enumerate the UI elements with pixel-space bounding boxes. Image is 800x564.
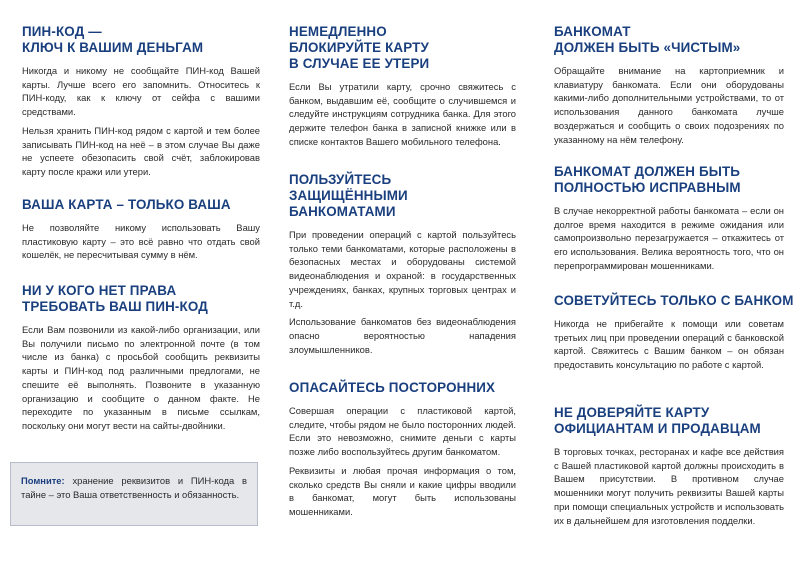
paragraph: В случае некорректной работы банкомата – если он долгое время находится в режиме ожидания или самопроизвольно перезагружается – откажитесь от его использования. Велика вероятность того, что он перепрограммирован мошенниками. <box>554 205 784 271</box>
section-atm-must-work <box>554 164 784 278</box>
paragraph: Никогда не прибегайте к помощи или советам третьих лиц при проведении операций с банковской картой. Свяжитесь с Вашим банком – он обязан предоставить консультацию по работе с картой. <box>554 318 784 371</box>
paragraph: Обращайте внимание на картоприемник и клавиатуру банкомата. Если они оборудованы какими-либо дополнительными устройствами, то от использования данного банкомата лучше воздержаться и сообщить о своих подозрениях по указанному на нём телефону. <box>554 65 784 145</box>
section-dont-trust-card-to-staff <box>554 405 784 532</box>
section-heading: ОПАСАЙТЕСЬ ПОСТОРОННИХ <box>289 380 496 395</box>
reminder-box <box>10 462 258 526</box>
paragraph: Не позволяйте никому использовать Вашу пластиковую карту – это всё равно что отдать свой кошелёк, не пересчитывая сумму в нём. <box>22 222 260 261</box>
section-heading: НЕМЕДЛЕННО БЛОКИРУЙТЕ КАРТУ В СЛУЧАЕ ЕЕ УТЕРИ <box>289 24 430 71</box>
section-consult-bank-only <box>554 293 794 377</box>
section-heading: НЕ ДОВЕРЯЙТЕ КАРТУ ОФИЦИАНТАМ И ПРОДАВЦАМ <box>554 405 761 436</box>
section-heading: НИ У КОГО НЕТ ПРАВА ТРЕБОВАТЬ ВАШ ПИН-КОД <box>22 283 208 314</box>
paragraph: Реквизиты и любая прочая информация о том, сколько средств Вы сняли и какие цифры вводили в банкомат, могут быть использованы мошенниками. <box>289 464 516 517</box>
section-use-protected-atms <box>289 172 516 361</box>
section-heading: СОВЕТУЙТЕСЬ ТОЛЬКО С БАНКОМ <box>554 293 794 308</box>
paragraph: Использование банкоматов без видеонаблюдения опасно вероятностью нападения злоумышленников. <box>289 316 516 355</box>
section-no-one-may-ask-pin <box>22 283 260 438</box>
paragraph: При проведении операций с картой пользуйтесь только теми банкоматами, которые расположены в безопасных местах и оборудованы системой видеонаблюдения и охраной: в государственных учреждениях, банках, крупных торговых центрах и т.д. <box>289 229 516 309</box>
section-beware-strangers <box>289 380 516 524</box>
paragraph: Если Вам позвонили из какой-либо организации, или Вы получили письмо по электронной почте (в том числе из банка) с просьбой сообщить реквизиты карты и ПИН-код под различными предлогами, не спешите её выполнять. Позвоните в указанную организацию и сообщите о данном факте. Не переходите по указанным в письме ссылкам, поскольку они могут вести на сайты-двойники. <box>22 324 260 431</box>
paragraph: В торговых точках, ресторанах и кафе все действия с Вашей пластиковой картой должны происходить в Вашем присутствии. В противном случае мошенники могут получить реквизиты Вашей карты при помощи специальных устройств и использовать их в дальнейшем для изготовления подделки. <box>554 446 784 526</box>
reminder-label: Помните: <box>21 475 65 486</box>
section-heading: ПИН-КОД — КЛЮЧ К ВАШИМ ДЕНЬГАМ <box>22 24 204 55</box>
section-heading: БАНКОМАТ ДОЛЖЕН БЫТЬ ПОЛНОСТЬЮ ИСПРАВНЫМ <box>554 164 741 195</box>
section-atm-must-be-clean <box>554 24 784 151</box>
paragraph: Никогда и никому не сообщайте ПИН-код Вашей карты. Лучше всего его запомнить. Относитесь к ПИН-коду, как к ключу от сейфа с вашими средствами. <box>22 65 260 118</box>
reminder-text: Помните: хранение реквизитов и ПИН-кода в тайне – это Ваша ответственность и обязанность. <box>21 475 247 500</box>
section-heading: ПОЛЬЗУЙТЕСЬ ЗАЩИЩЁННЫМИ БАНКОМАТАМИ <box>289 172 408 219</box>
paragraph: Если Вы утратили карту, срочно свяжитесь с банком, выдавшим её, сообщите о случившемся и следуйте инструкциям сотрудника банка. Для этого держите телефон банка в записной книжке или в списке контактов Вашего мобильного телефона. <box>289 81 516 147</box>
paragraph: Совершая операции с пластиковой картой, следите, чтобы рядом не было посторонних людей. Если это невозможно, снимите деньги с карты позже либо воспользуйтесь другим банкоматом. <box>289 405 516 458</box>
paragraph: Нельзя хранить ПИН-код рядом с картой и тем более записывать ПИН-код на неё – в этом случае Вы даже не успеете обезопасить свой счёт, заблокировав карту после кражи или утери. <box>22 124 260 177</box>
section-your-card-only <box>22 197 260 267</box>
section-block-card-immediately <box>289 24 516 154</box>
section-heading: ВАША КАРТА – ТОЛЬКО ВАША <box>22 197 231 212</box>
section-heading: БАНКОМАТ ДОЛЖЕН БЫТЬ «ЧИСТЫМ» <box>554 24 741 55</box>
section-pin-code-key <box>22 24 260 184</box>
